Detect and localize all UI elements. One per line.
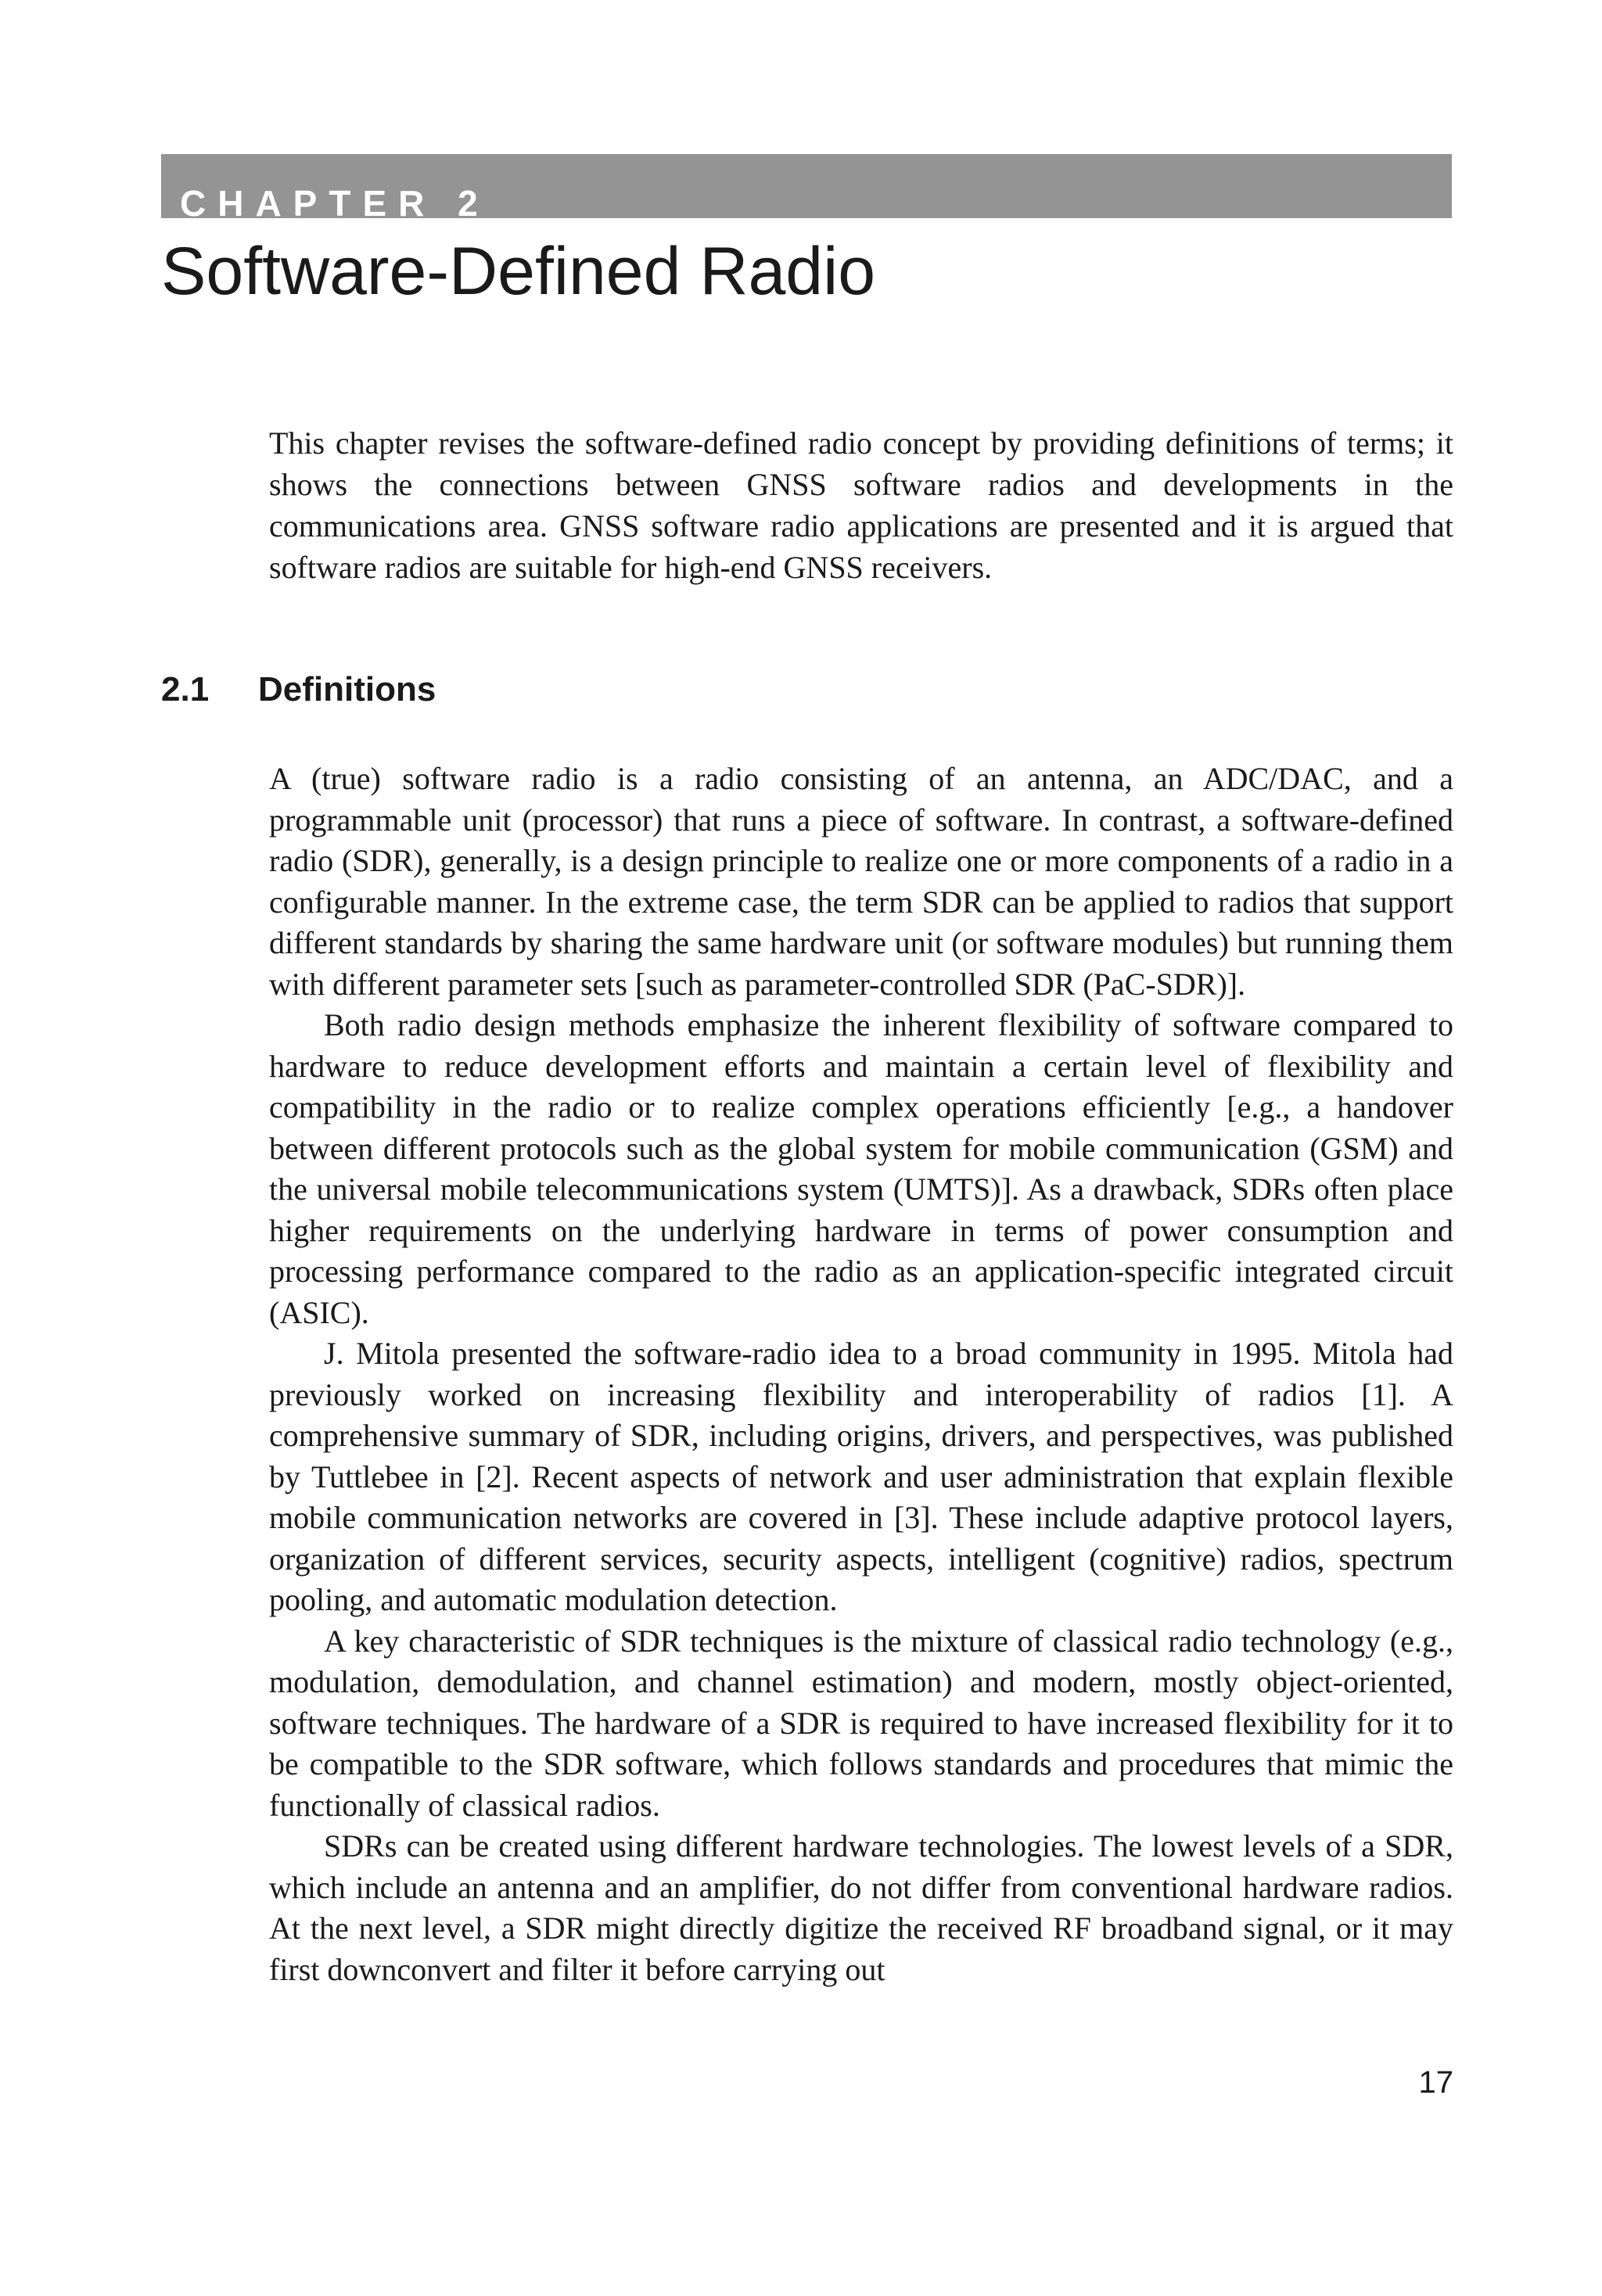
body-paragraph: Both radio design methods emphasize the inherent flexibility of software compared to hardware to reduce development efforts and maintain a certain level of flexibility and compatibility in the radio or to realize complex operations efficiently [e.g., a handover between different protocols such as the global system for mobile communication (GSM) and the universal mobile telecommunications system (UMTS)]. As a drawback, SDRs often place higher requirements on the underlying hardware in terms of power consumption and processing performance compared to the radio as an application-specific integrated circuit (ASIC). xyxy=(269,1007,1453,1330)
chapter-title: Software-Defined Radio xyxy=(161,234,876,309)
chapter-abstract: This chapter revises the software-defined radio concept by providing definitions of terms; it shows the connections between GNSS software radios and developments in the communications area. GNSS software radio applications are presented and it is argued that software radios are suitable for high-end GNSS receivers. xyxy=(269,425,1453,585)
section-body xyxy=(269,759,1453,1990)
section-heading xyxy=(161,666,436,713)
body-paragraph: SDRs can be created using different hardware technologies. The lowest levels of a SDR, which include an antenna and an amplifier, do not differ from conventional hardware radios. At the next level, a SDR might directly digitize the received RF broadband signal, or it may first downconvert and filter it before carrying out xyxy=(269,1828,1453,1987)
chapter-label: CHAPTER 2 xyxy=(180,183,490,219)
body-paragraph: J. Mitola presented the software-radio idea to a broad community in 1995. Mitola had previously worked on increasing flexibility and interoperability of radios [1]. A comprehensive summary of SDR, including origins, drivers, and perspectives, was published by Tuttlebee in [2]. Recent aspects of network and user administration that explain flexible mobile communication networks are covered in [3]. These include adaptive protocol layers, organization of different services, security aspects, intelligent (cognitive) radios, spectrum pooling, and automatic modulation detection. xyxy=(269,1336,1453,1617)
page-number: 17 xyxy=(1418,2065,1453,2100)
section-number: 2.1 xyxy=(161,670,210,709)
body-paragraph: A key characteristic of SDR techniques is the mixture of classical radio technology (e.g., modulation, demodulation, and channel estimation) and modern, mostly object-oriented, software techniques. The hardware of a SDR is required to have increased flexibility for it to be compatible to the SDR software, which follows standards and procedures that mimic the functionally of classical radios. xyxy=(269,1623,1453,1823)
section-title: Definitions xyxy=(258,670,436,709)
body-paragraph: A (true) software radio is a radio consisting of an antenna, an ADC/DAC, and a programmable unit (processor) that runs a piece of software. In contrast, a software-defined radio (SDR), generally, is a design principle to realize one or more components of a radio in a configurable manner. In the extreme case, the term SDR can be applied to radios that support different standards by sharing the same hardware unit (or software modules) but running them with different parameter sets [such as parameter-controlled SDR (PaC-SDR)]. xyxy=(269,761,1453,1002)
